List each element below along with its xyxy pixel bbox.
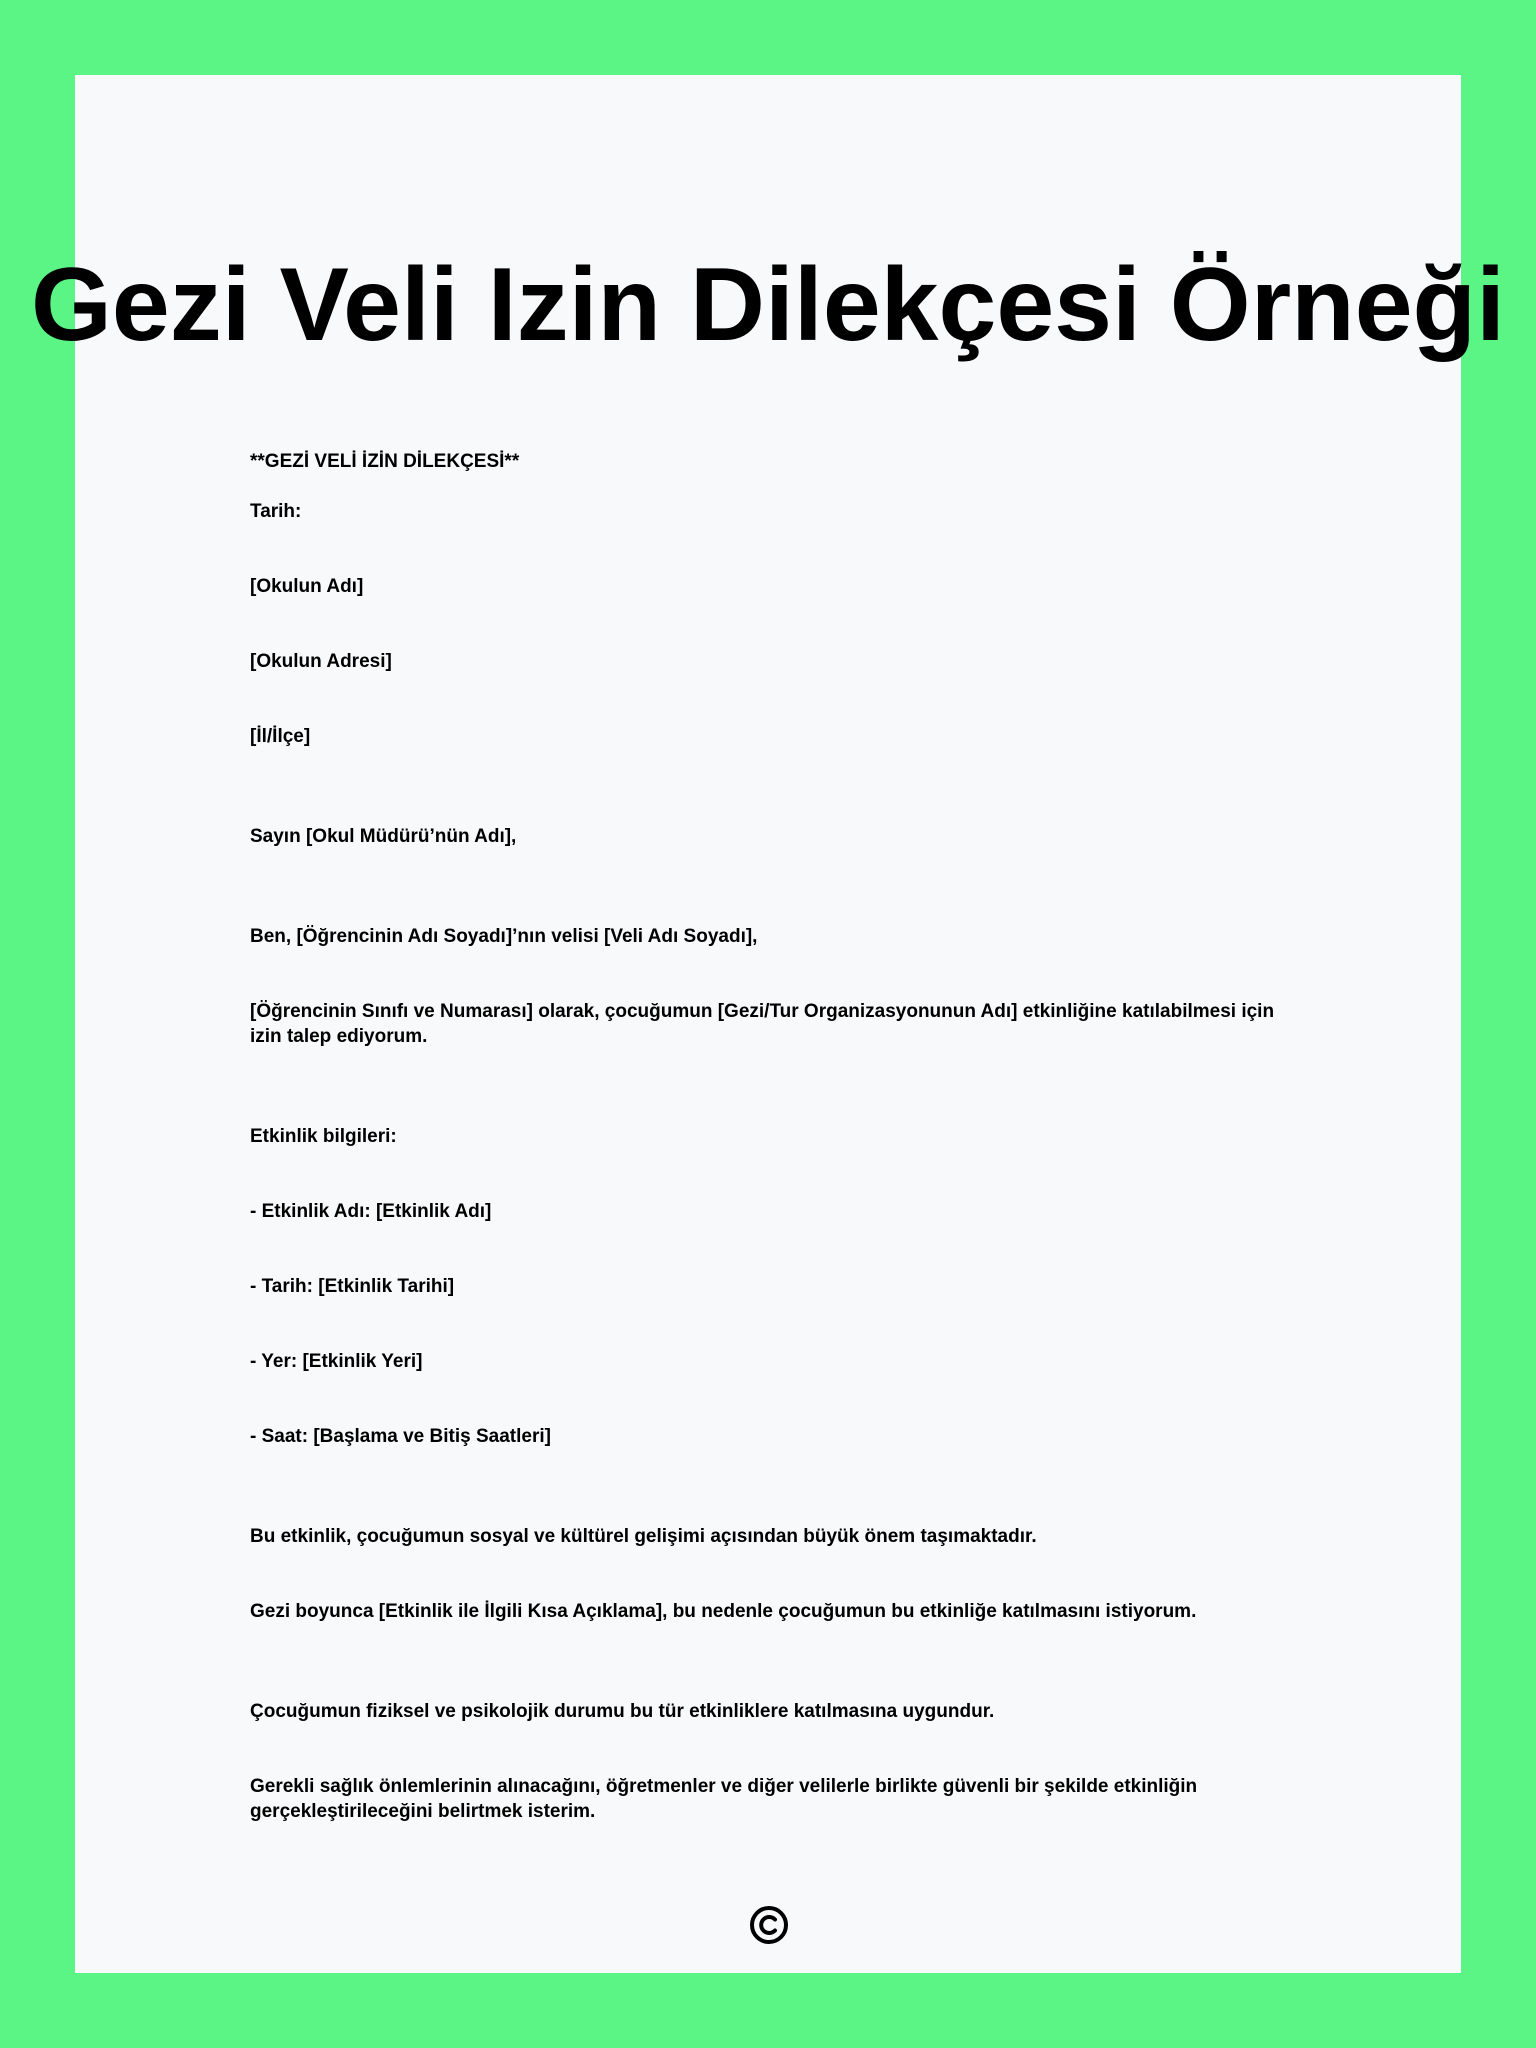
event-date-item: - Tarih: [Etkinlik Tarihi] [250,1276,455,1297]
school-address: [Okulun Adresi] [250,651,392,672]
salutation: Sayın [Okul Müdürü’nün Adı], [250,826,517,847]
trip-description-paragraph: Gezi boyunca [Etkinlik ile İlgili Kısa Açıklama], bu nedenle çocuğumun bu etkinliğe katılmasını istiyorum. [250,1601,1197,1622]
event-info-label: Etkinlik bilgileri: [250,1126,397,1147]
letter-heading: **GEZİ VELİ İZİN DİLEKÇESİ** [250,451,520,472]
request-paragraph: [Öğrencinin Sınıfı ve Numarası] olarak, çocuğumun [Gezi/Tur Organizasyonunun Adı] etkinliğine katılabilmesi için izin talep ediyorum. [250,1001,1275,1047]
province-district: [İl/İlçe] [250,726,311,747]
school-name: [Okulun Adı] [250,576,364,597]
page-title: Gezi Veli Izin Dilekçesi Örneği [31,247,1505,363]
intro-paragraph: Ben, [Öğrencinin Adı Soyadı]’nın velisi [Veli Adı Soyadı], [250,926,758,947]
date-label: Tarih: [250,501,302,522]
letter-body [250,0,1290,2048]
safety-paragraph: Gerekli sağlık önlemlerinin alınacağını, öğretmenler ve diğer velilerle birlikte güvenli bir şekilde etkinliğin gerçekleştirileceğini belirtmek isterim. [250,1776,1198,1822]
health-paragraph: Çocuğumun fiziksel ve psikolojik durumu bu tür etkinliklere katılmasına uygundur. [250,1701,995,1722]
importance-paragraph: Bu etkinlik, çocuğumun sosyal ve kültürel gelişimi açısından büyük önem taşımaktadır. [250,1526,1037,1547]
copyright-icon [748,1904,790,1946]
event-place-item: - Yer: [Etkinlik Yeri] [250,1351,423,1372]
event-time-item: - Saat: [Başlama ve Bitiş Saatleri] [250,1426,551,1447]
event-name-item: - Etkinlik Adı: [Etkinlik Adı] [250,1201,492,1222]
